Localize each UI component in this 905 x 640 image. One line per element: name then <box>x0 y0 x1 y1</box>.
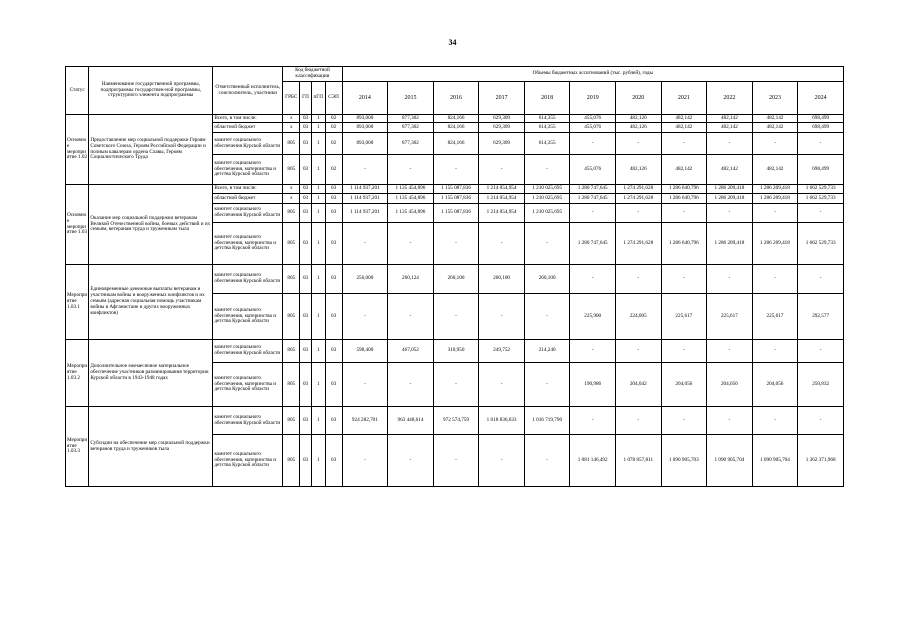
value-cell: 1 214 054,954 <box>479 204 525 223</box>
value-cell: 1 662 529,733 <box>798 185 844 194</box>
header-sem: СЭП <box>325 82 342 115</box>
sem-cell: 03 <box>325 363 342 407</box>
value-cell: 214,240 <box>524 340 570 363</box>
budget-table <box>65 66 844 487</box>
value-cell: - <box>570 340 616 363</box>
name-cell: Дополнительное ежемесячное материальное обеспечение участников разминирования территории Курской области в 1943-1948 годах <box>89 340 213 407</box>
value-cell: 482,142 <box>752 155 798 185</box>
value-cell: 482,142 <box>707 123 753 133</box>
name-cell: Оказание мер социальной поддержки ветеранам Великой Отечественной войны, боевых действий и их семьям, ветеранам труда и труженикам тыла <box>89 185 213 265</box>
value-cell: - <box>798 407 844 435</box>
value-cell: 698,499 <box>798 123 844 133</box>
value-cell: 1 135 454,896 <box>388 185 434 194</box>
gp-cell: 03 <box>300 133 312 155</box>
value-cell: - <box>661 204 707 223</box>
grbs-cell: 805 <box>283 363 300 407</box>
pgp-cell: 1 <box>311 435 325 487</box>
executor-cell: Всего, в том числе: <box>213 185 283 194</box>
value-cell: 1 280 747,645 <box>570 223 616 265</box>
value-cell: 482,126 <box>615 155 661 185</box>
value-cell: 482,142 <box>707 155 753 185</box>
value-cell: - <box>342 294 388 340</box>
table-body <box>66 115 844 487</box>
table-row <box>66 265 844 294</box>
value-cell: 1 286 209,418 <box>752 223 798 265</box>
value-cell: 482,142 <box>661 123 707 133</box>
value-cell: 225,900 <box>570 294 616 340</box>
value-cell: 260,100 <box>479 265 525 294</box>
value-cell: - <box>342 363 388 407</box>
value-cell: - <box>707 407 753 435</box>
value-cell: 225,617 <box>707 294 753 340</box>
gp-cell: 03 <box>300 363 312 407</box>
value-cell: - <box>479 223 525 265</box>
value-cell: 292,577 <box>798 294 844 340</box>
header-name: Наименование государственной программы, подпрограммы государствен-ной программы, структурного элемента подпрограммы <box>89 67 213 115</box>
value-cell: 1 286 640,796 <box>661 223 707 265</box>
header-year: 2017 <box>479 82 525 115</box>
sem-cell: 03 <box>325 407 342 435</box>
value-cell: 225,617 <box>752 294 798 340</box>
gp-cell: 03 <box>300 185 312 194</box>
pgp-cell: 1 <box>311 185 325 194</box>
value-cell: 1 090 905,704 <box>707 435 753 487</box>
value-cell: - <box>433 155 479 185</box>
header-executor: Ответственный исполнитель, соисполнитель, участники <box>213 67 283 115</box>
pgp-cell: 1 <box>311 294 325 340</box>
value-cell: 204,042 <box>615 363 661 407</box>
gp-cell: 03 <box>300 204 312 223</box>
sem-cell: 02 <box>325 155 342 185</box>
value-cell: - <box>570 265 616 294</box>
grbs-cell: 805 <box>283 407 300 435</box>
value-cell: 972 574,759 <box>433 407 479 435</box>
value-cell: 482,142 <box>661 155 707 185</box>
sem-cell: 03 <box>325 265 342 294</box>
gp-cell: 03 <box>300 265 312 294</box>
value-cell: 455,076 <box>570 123 616 133</box>
value-cell: 614,355 <box>524 123 570 133</box>
name-cell: Субсидии на обеспечение мер социальной поддержки ветеранов труда и тружеников тыла <box>89 407 213 487</box>
value-cell: 204,056 <box>661 363 707 407</box>
value-cell: - <box>661 265 707 294</box>
value-cell: 455,076 <box>570 155 616 185</box>
value-cell: 877,302 <box>388 123 434 133</box>
value-cell: - <box>388 294 434 340</box>
grbs-cell: 805 <box>283 340 300 363</box>
value-cell: 1 286 209,418 <box>707 223 753 265</box>
value-cell: 893,000 <box>342 115 388 123</box>
value-cell: - <box>615 133 661 155</box>
status-cell: Основное мероприятие 1.02 <box>66 115 89 185</box>
value-cell: - <box>570 133 616 155</box>
value-cell: 1 155 087,836 <box>433 194 479 204</box>
value-cell: 225,617 <box>661 294 707 340</box>
pgp-cell: 1 <box>311 133 325 155</box>
value-cell: 1 090 905,704 <box>752 435 798 487</box>
value-cell: 1 155 087,836 <box>433 204 479 223</box>
grbs-cell: 805 <box>283 133 300 155</box>
header-year: 2019 <box>570 82 616 115</box>
executor-cell: Всего, в том числе: <box>213 115 283 123</box>
table-row <box>66 185 844 194</box>
value-cell: - <box>615 265 661 294</box>
header-year: 2018 <box>524 82 570 115</box>
gp-cell: 03 <box>300 294 312 340</box>
executor-cell: комитет социального обеспечения Курской области <box>213 204 283 223</box>
table-row <box>66 407 844 435</box>
value-cell: 1 280 747,645 <box>570 185 616 194</box>
grbs-cell: 805 <box>283 265 300 294</box>
value-cell: 598,400 <box>342 340 388 363</box>
status-cell: Основное мероприятие 1.03 <box>66 185 89 265</box>
value-cell: 698,499 <box>798 115 844 123</box>
value-cell: - <box>570 204 616 223</box>
header-year: 2022 <box>707 82 753 115</box>
value-cell: - <box>752 265 798 294</box>
value-cell: 1 016 719,790 <box>524 407 570 435</box>
executor-cell: комитет социального обеспечения, материнства и детства Курской области <box>213 155 283 185</box>
value-cell: - <box>479 155 525 185</box>
header-year: 2023 <box>752 82 798 115</box>
pgp-cell: 1 <box>311 265 325 294</box>
value-cell: 467,052 <box>388 340 434 363</box>
value-cell: 629,309 <box>479 133 525 155</box>
value-cell: - <box>798 340 844 363</box>
value-cell: - <box>342 223 388 265</box>
value-cell: 893,000 <box>342 123 388 133</box>
value-cell: 204,056 <box>752 363 798 407</box>
pgp-cell: 1 <box>311 363 325 407</box>
value-cell: - <box>615 407 661 435</box>
grbs-cell: х <box>283 185 300 194</box>
value-cell: - <box>524 294 570 340</box>
value-cell: 1 286 209,418 <box>752 194 798 204</box>
value-cell: 824,166 <box>433 123 479 133</box>
value-cell: 1 286 209,418 <box>707 185 753 194</box>
sem-cell: 03 <box>325 204 342 223</box>
header-year: 2021 <box>661 82 707 115</box>
gp-cell: 03 <box>300 435 312 487</box>
value-cell: 1 090 905,703 <box>661 435 707 487</box>
value-cell: 1 135 454,896 <box>388 204 434 223</box>
pgp-cell: 1 <box>311 407 325 435</box>
sem-cell: 02 <box>325 133 342 155</box>
sem-cell: 03 <box>325 294 342 340</box>
value-cell: - <box>615 204 661 223</box>
value-cell: 614,355 <box>524 133 570 155</box>
value-cell: - <box>752 133 798 155</box>
value-cell: 1 214 054,954 <box>479 185 525 194</box>
executor-cell: комитет социального обеспечения Курской области <box>213 133 283 155</box>
value-cell: 1 286 209,418 <box>707 194 753 204</box>
value-cell: 1 081 146,492 <box>570 435 616 487</box>
value-cell: 310,950 <box>433 340 479 363</box>
value-cell: - <box>342 435 388 487</box>
pgp-cell: 1 <box>311 223 325 265</box>
gp-cell: 03 <box>300 340 312 363</box>
header-year: 2014 <box>342 82 388 115</box>
value-cell: - <box>570 407 616 435</box>
header-year: 2015 <box>388 82 434 115</box>
value-cell: - <box>388 223 434 265</box>
value-cell: - <box>388 155 434 185</box>
value-cell: - <box>615 340 661 363</box>
value-cell: 877,302 <box>388 115 434 123</box>
pgp-cell: 1 <box>311 115 325 123</box>
executor-cell: комитет социального обеспечения Курской области <box>213 340 283 363</box>
pgp-cell: 1 <box>311 204 325 223</box>
value-cell: - <box>433 363 479 407</box>
value-cell: 1 280 747,645 <box>570 194 616 204</box>
pgp-cell: 1 <box>311 123 325 133</box>
value-cell: - <box>661 407 707 435</box>
value-cell: - <box>707 265 753 294</box>
value-cell: - <box>433 435 479 487</box>
grbs-cell: 805 <box>283 155 300 185</box>
value-cell: - <box>433 223 479 265</box>
name-cell: Единовременные денежные выплаты ветеранам и участникам войны и вооруженных конфликтов и их семьям (адресная социальная помощь участникам войны в Афганистане и других вооруженных конфликтов) <box>89 265 213 340</box>
sem-cell: 02 <box>325 115 342 123</box>
value-cell: - <box>479 435 525 487</box>
executor-cell: комитет социального обеспечения Курской области <box>213 407 283 435</box>
value-cell: - <box>752 340 798 363</box>
value-cell: 629,309 <box>479 123 525 133</box>
value-cell: 893,000 <box>342 133 388 155</box>
header-budget-code: Код бюджетной классификации <box>283 67 342 82</box>
value-cell: 824,166 <box>433 133 479 155</box>
grbs-cell: х <box>283 115 300 123</box>
value-cell: 260,100 <box>433 265 479 294</box>
page-number: 34 <box>448 38 457 47</box>
header-status: Статус <box>66 67 89 115</box>
value-cell: 1 214 054,954 <box>479 194 525 204</box>
value-cell: 482,126 <box>615 123 661 133</box>
status-cell: Мероприятие 1.03.1 <box>66 265 89 340</box>
value-cell: - <box>707 340 753 363</box>
sem-cell: 03 <box>325 223 342 265</box>
table-row <box>66 115 844 123</box>
header-year: 2024 <box>798 82 844 115</box>
value-cell: 629,309 <box>479 115 525 123</box>
executor-cell: областной бюджет <box>213 123 283 133</box>
status-cell: Мероприятие 1.03.2 <box>66 340 89 407</box>
value-cell: 204,056 <box>707 363 753 407</box>
value-cell: - <box>661 133 707 155</box>
executor-cell: комитет социального обеспечения, материнства и детства Курской области <box>213 363 283 407</box>
status-cell: Мероприятие 1.03.3 <box>66 407 89 487</box>
value-cell: - <box>524 223 570 265</box>
table-row <box>66 340 844 363</box>
value-cell: - <box>524 435 570 487</box>
value-cell: 1 210 025,695 <box>524 185 570 194</box>
value-cell: - <box>433 294 479 340</box>
executor-cell: комитет социального обеспечения Курской области <box>213 265 283 294</box>
value-cell: 482,126 <box>615 115 661 123</box>
executor-cell: комитет социального обеспечения, материнства и детства Курской области <box>213 294 283 340</box>
header-year: 2016 <box>433 82 479 115</box>
gp-cell: 03 <box>300 155 312 185</box>
name-cell: Предоставление мер социальной поддержки Героям Советского Союза, Героям Российской Федерации и полным кавалерам ордена Славы, Героям Социалистического Труда <box>89 115 213 185</box>
gp-cell: 03 <box>300 123 312 133</box>
value-cell: 1 662 529,733 <box>798 194 844 204</box>
value-cell: 260,100 <box>524 265 570 294</box>
gp-cell: 03 <box>300 223 312 265</box>
grbs-cell: х <box>283 123 300 133</box>
header-volumes: Объемы бюджетных ассигнований (тыс. рублей), годы <box>342 67 843 82</box>
value-cell: 249,752 <box>479 340 525 363</box>
value-cell: - <box>798 133 844 155</box>
value-cell: - <box>524 363 570 407</box>
value-cell: 877,302 <box>388 133 434 155</box>
value-cell: 190,986 <box>570 363 616 407</box>
value-cell: 1 274 291,628 <box>615 223 661 265</box>
value-cell: 1 362 371,968 <box>798 435 844 487</box>
value-cell: 1 210 025,695 <box>524 194 570 204</box>
pgp-cell: 1 <box>311 340 325 363</box>
grbs-cell: 805 <box>283 294 300 340</box>
value-cell: - <box>661 340 707 363</box>
pgp-cell: 1 <box>311 194 325 204</box>
value-cell: - <box>798 265 844 294</box>
value-cell: 1 078 857,811 <box>615 435 661 487</box>
pgp-cell: 1 <box>311 155 325 185</box>
value-cell: 1 135 454,896 <box>388 194 434 204</box>
value-cell: 1 018 836,633 <box>479 407 525 435</box>
header-year: 2020 <box>615 82 661 115</box>
value-cell: 482,142 <box>752 115 798 123</box>
value-cell: - <box>707 204 753 223</box>
value-cell: 1 155 087,836 <box>433 185 479 194</box>
header-row-1 <box>66 67 844 82</box>
value-cell: 224,005 <box>615 294 661 340</box>
value-cell: 1 662 529,733 <box>798 223 844 265</box>
gp-cell: 03 <box>300 115 312 123</box>
value-cell: 924 282,701 <box>342 407 388 435</box>
gp-cell: 03 <box>300 194 312 204</box>
executor-cell: комитет социального обеспечения, материнства и детства Курской области <box>213 223 283 265</box>
value-cell: 482,142 <box>752 123 798 133</box>
value-cell: 1 114 937,201 <box>342 194 388 204</box>
value-cell: 963 448,614 <box>388 407 434 435</box>
header-gp: ГП <box>300 82 312 115</box>
value-cell: 698,499 <box>798 155 844 185</box>
grbs-cell: 805 <box>283 435 300 487</box>
value-cell: 1 274 291,628 <box>615 185 661 194</box>
value-cell: - <box>479 363 525 407</box>
header-grbs: ГРБС <box>283 82 300 115</box>
value-cell: 1 286 640,796 <box>661 194 707 204</box>
value-cell: 1 274 291,628 <box>615 194 661 204</box>
value-cell: - <box>388 363 434 407</box>
grbs-cell: 805 <box>283 204 300 223</box>
sem-cell: 03 <box>325 340 342 363</box>
value-cell: - <box>707 133 753 155</box>
executor-cell: областной бюджет <box>213 194 283 204</box>
sem-cell: 02 <box>325 123 342 133</box>
executor-cell: комитет социального обеспечения, материнства и детства Курской области <box>213 435 283 487</box>
value-cell: 250,832 <box>798 363 844 407</box>
sem-cell: 03 <box>325 185 342 194</box>
value-cell: 1 286 640,796 <box>661 185 707 194</box>
gp-cell: 03 <box>300 407 312 435</box>
value-cell: 1 114 937,201 <box>342 185 388 194</box>
value-cell: - <box>388 435 434 487</box>
value-cell: 1 210 025,695 <box>524 204 570 223</box>
value-cell: 482,142 <box>707 115 753 123</box>
value-cell: 482,142 <box>661 115 707 123</box>
value-cell: 1 114 937,201 <box>342 204 388 223</box>
sem-cell: 03 <box>325 435 342 487</box>
grbs-cell: х <box>283 194 300 204</box>
value-cell: - <box>524 155 570 185</box>
header-pgp: пГП <box>311 82 325 115</box>
value-cell: 824,166 <box>433 115 479 123</box>
value-cell: 1 286 209,418 <box>752 185 798 194</box>
value-cell: - <box>798 204 844 223</box>
value-cell: 256,000 <box>342 265 388 294</box>
value-cell: - <box>479 294 525 340</box>
value-cell: - <box>342 155 388 185</box>
grbs-cell: 805 <box>283 223 300 265</box>
value-cell: - <box>752 407 798 435</box>
value-cell: 260,124 <box>388 265 434 294</box>
value-cell: 614,355 <box>524 115 570 123</box>
value-cell: 455,076 <box>570 115 616 123</box>
value-cell: - <box>752 204 798 223</box>
sem-cell: 03 <box>325 194 342 204</box>
